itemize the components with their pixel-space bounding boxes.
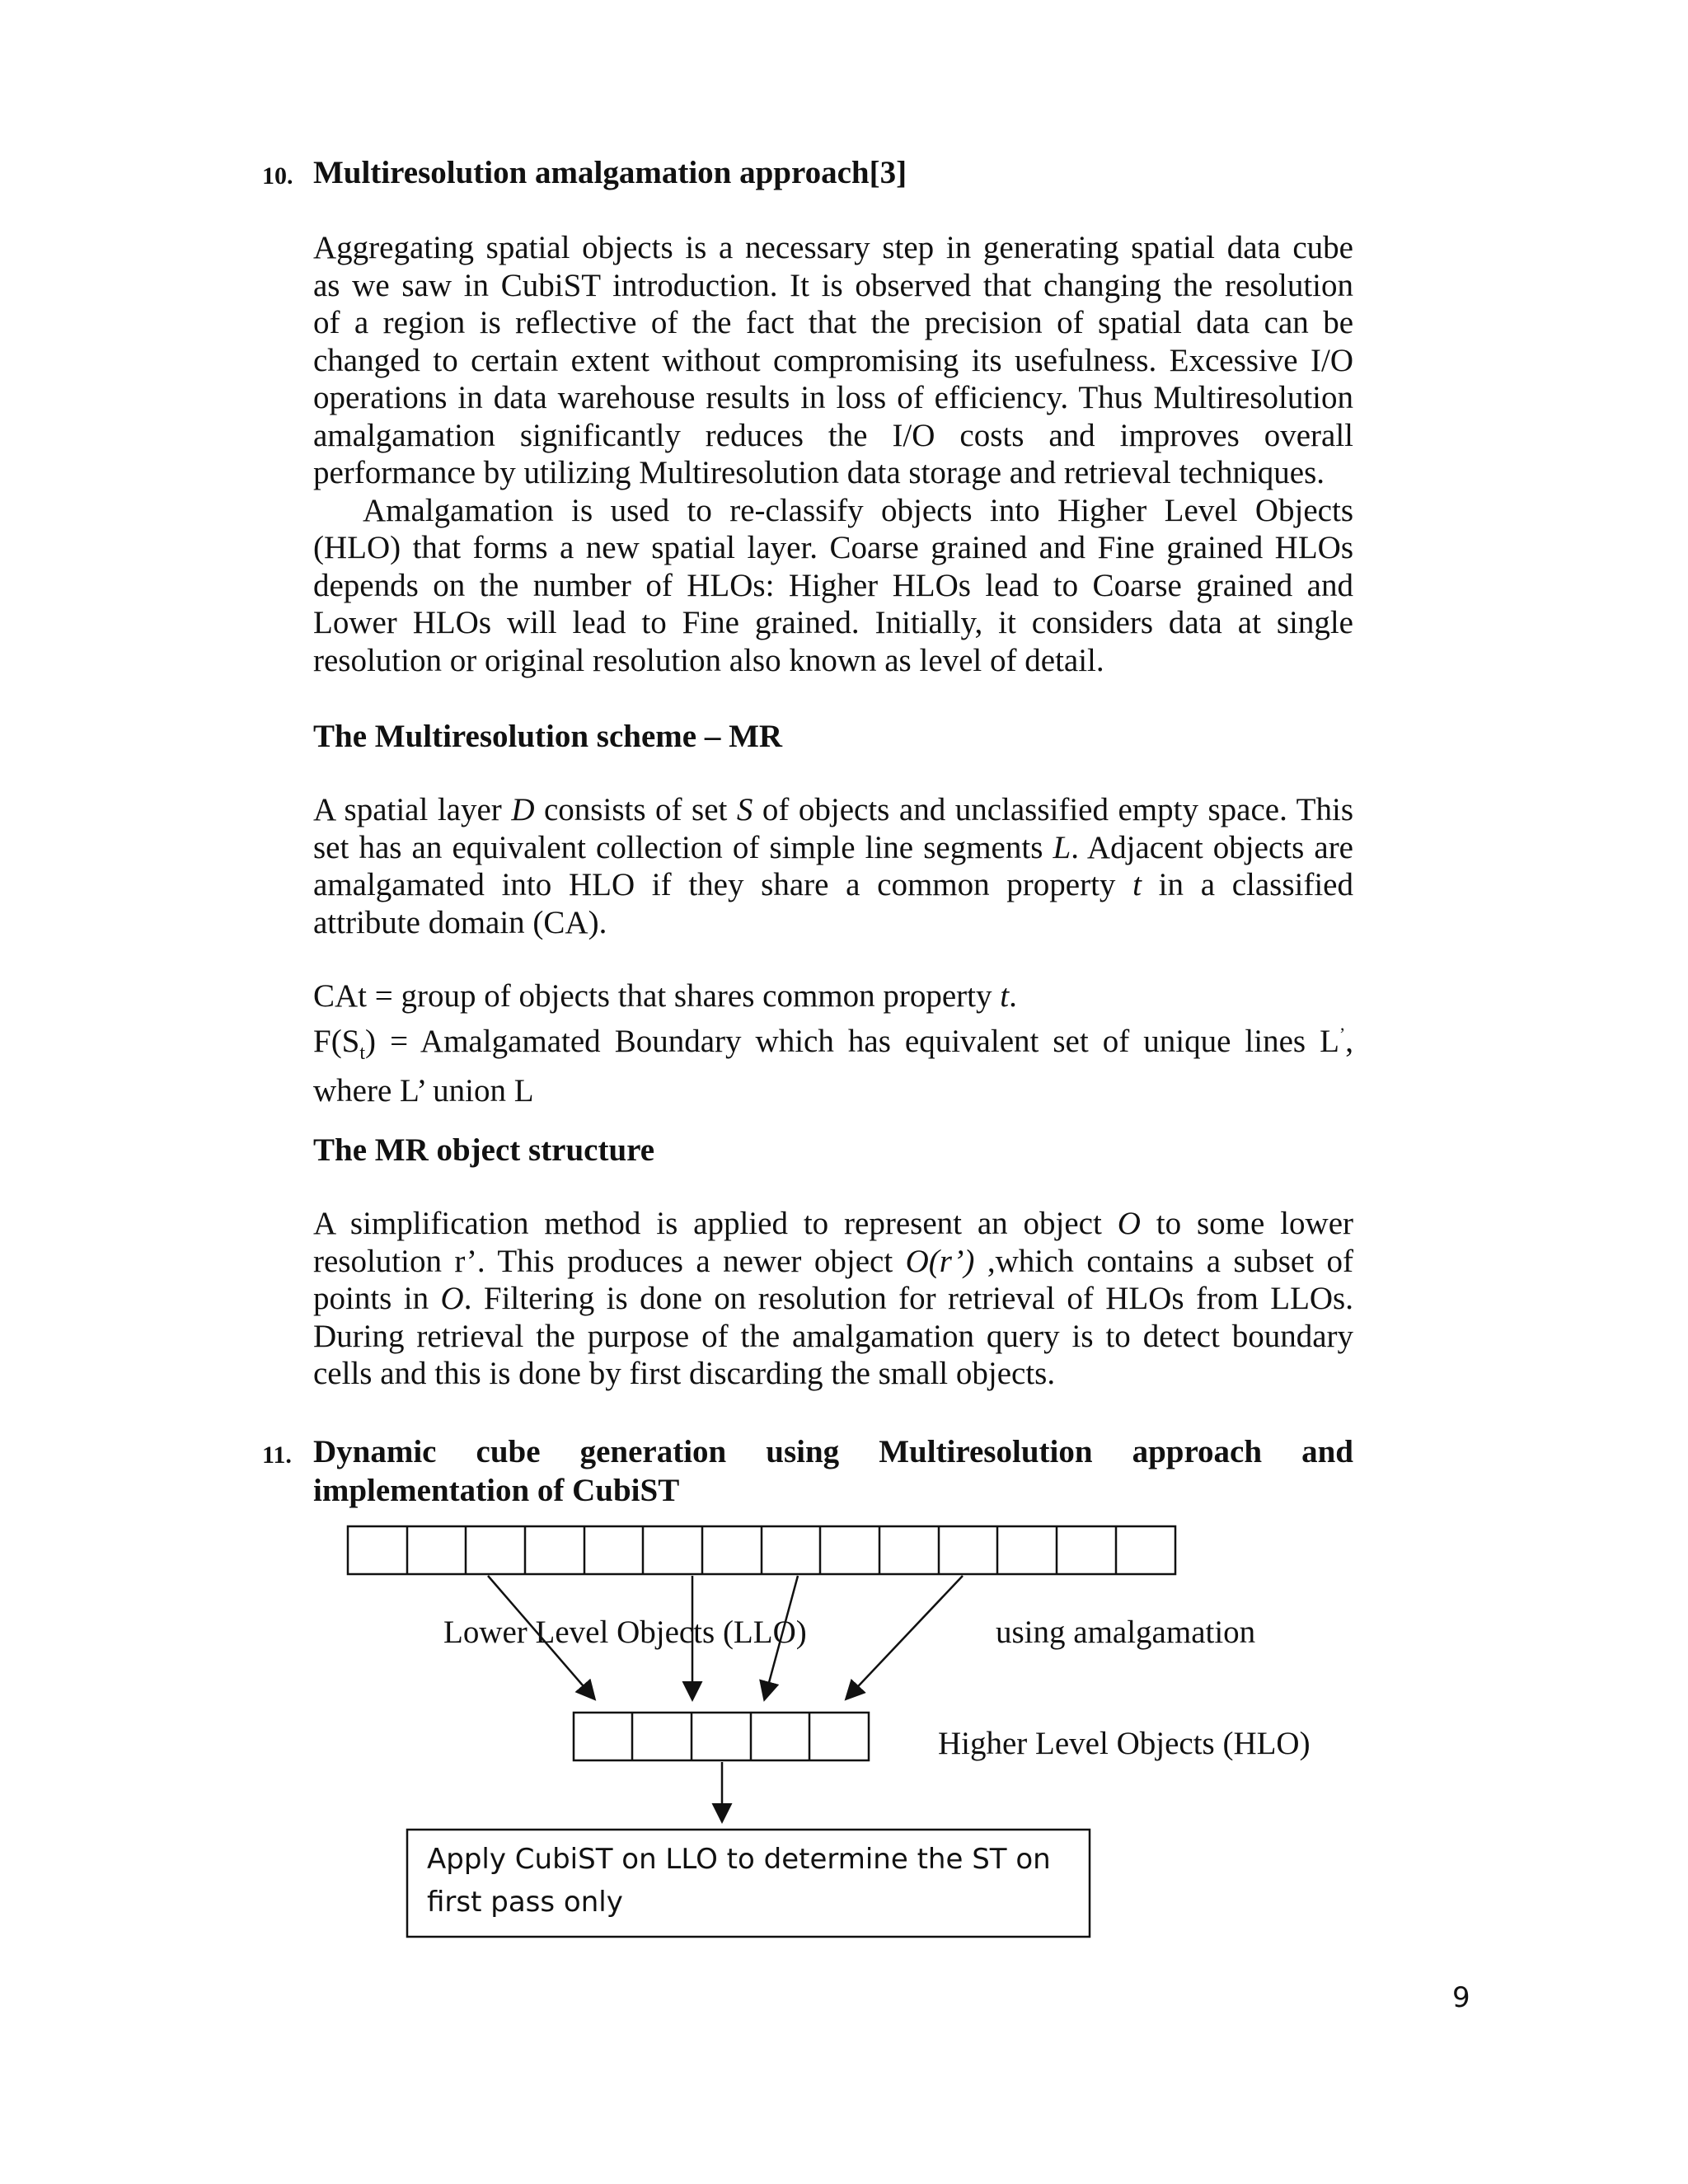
section-title: Multiresolution amalgamation approach[3]	[313, 155, 907, 190]
text-line: amalgamated into HLO if they share a common property t in a classified	[313, 867, 1353, 902]
text-line: set has an equivalent collection of simple line segments L. Adjacent objects are	[313, 829, 1353, 865]
text-line: performance by utilizing Multiresolution data storage and retrieval techniques.	[313, 455, 1325, 490]
text-line: points in O. Filtering is done on resolution for retrieval of HLOs from LLOs.	[313, 1281, 1353, 1316]
title-line: implementation of CubiST	[313, 1473, 680, 1508]
title-line: Dynamic cube generation using Multiresolution approach and	[313, 1434, 1353, 1469]
section-number: 11.	[262, 1441, 292, 1469]
definition-fst: $F(S_t)$ = Amalgamated Boundary which has equivalent set of unique lines L’,	[313, 1023, 1353, 1064]
text-line: A spatial layer D consists of set S of objects and unclassified empty space. This	[313, 792, 1353, 827]
text-line: resolution r’. This produces a newer object O(r’) ,which contains a subset of	[313, 1243, 1353, 1279]
text-line: operations in data warehouse results in loss of efficiency. Thus Multiresolution	[313, 380, 1353, 415]
hlo-cell-row	[574, 1713, 869, 1760]
subheading-mr-scheme: The Multiresolution scheme – MR	[313, 719, 783, 754]
text-line: as we saw in CubiST introduction. It is observed that changing the resolution	[313, 267, 1353, 303]
text-line: Lower HLOs will lead to Fine grained. Initially, it considers data at single	[313, 605, 1353, 640]
text-line: (HLO) that forms a new spatial layer. Coarse grained and Fine grained HLOs	[313, 530, 1353, 565]
text-line: depends on the number of HLOs: Higher HLOs lead to Coarse grained and	[313, 567, 1353, 603]
definition-cat: CAt = group of objects that shares common property t.	[313, 978, 1017, 1014]
subheading-mr-object-structure: The MR object structure	[313, 1132, 655, 1168]
llo-cell-row	[348, 1526, 1175, 1574]
text-line: Aggregating spatial objects is a necessary step in generating spatial data cube	[313, 230, 1353, 265]
hlo-label: Higher Level Objects (HLO)	[938, 1726, 1311, 1761]
text-line: A simplification method is applied to represent an object O to some lower	[313, 1206, 1353, 1241]
text-line: Amalgamation is used to re-classify objects into Higher Level Objects	[363, 492, 1353, 528]
text-line: During retrieval the purpose of the amalgamation query is to detect boundary	[313, 1318, 1353, 1354]
amalgamation-label: using amalgamation	[996, 1615, 1256, 1650]
text-line: amalgamation significantly reduces the I/O costs and improves overall	[313, 417, 1353, 453]
text-line: where L’ union L	[313, 1072, 534, 1108]
section-number: 10.	[262, 162, 293, 190]
page-number: 9	[1452, 1981, 1470, 2014]
llo-label: Lower Level Objects (LLO)	[443, 1615, 807, 1650]
text-line: attribute domain (CA).	[313, 904, 607, 940]
text-line: of a region is reflective of the fact that the precision of spatial data can be	[313, 305, 1353, 340]
text-line: resolution or original resolution also known as level of detail.	[313, 642, 1104, 678]
hlo-row-outline	[574, 1713, 869, 1760]
text-line: cells and this is done by first discarding the small objects.	[313, 1356, 1056, 1391]
text-line: changed to certain extent without compromising its usefulness. Excessive I/O	[313, 342, 1353, 378]
cubist-box-text: Apply CubiST on LLO to determine the ST on first pass only	[427, 1843, 1051, 1919]
arrow	[847, 1576, 963, 1698]
